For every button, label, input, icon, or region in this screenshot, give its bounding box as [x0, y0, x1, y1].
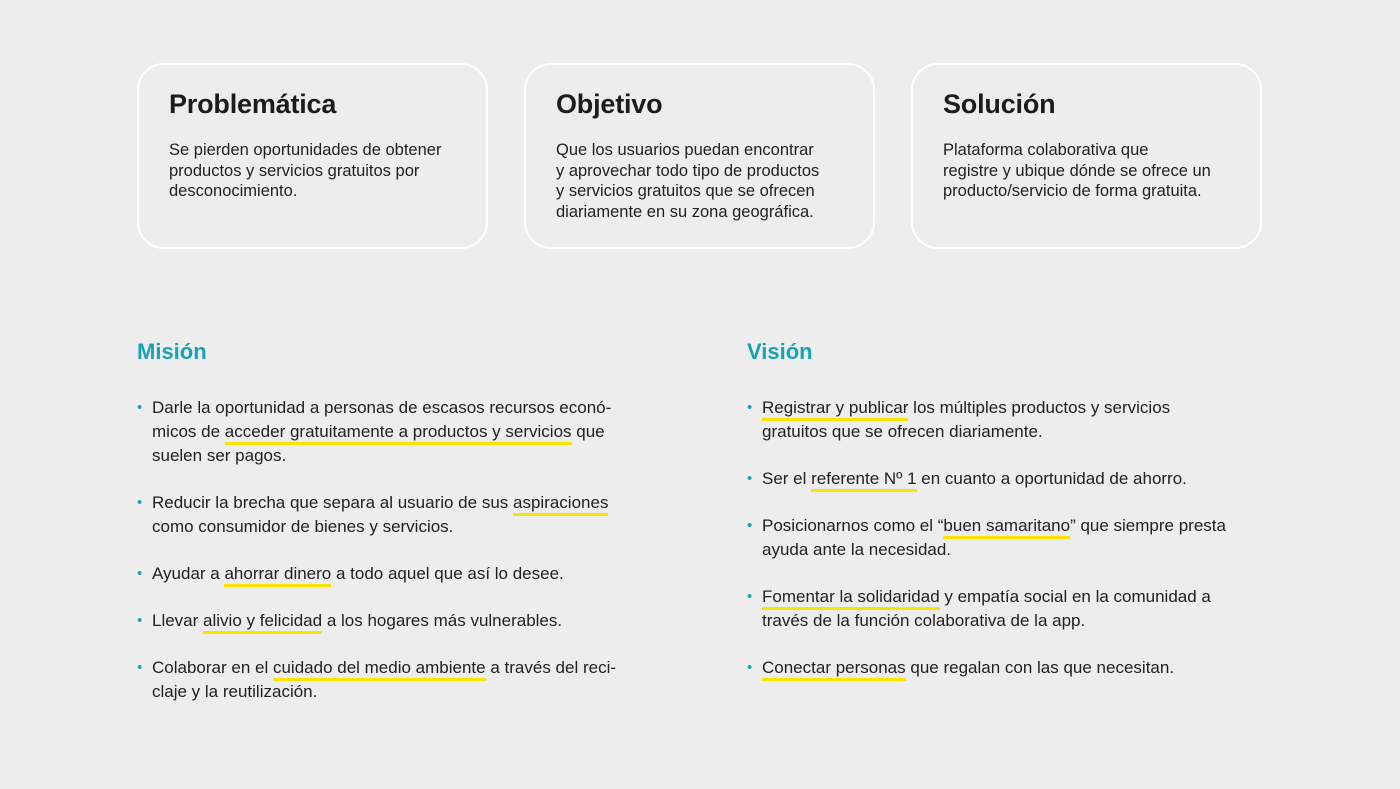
bullet-text: a través del reci-: [485, 658, 617, 677]
highlighted-phrase: Registrar y publicar: [762, 398, 908, 421]
vision-list: [747, 396, 1327, 680]
highlighted-phrase: buen samaritano: [943, 516, 1070, 539]
highlighted-phrase: aspiraciones: [513, 493, 608, 516]
vision-section: [747, 338, 1327, 703]
card-objetivo: [524, 63, 875, 249]
bullet-text: los múltiples productos y servicios: [908, 398, 1171, 417]
card-title: Objetivo: [556, 89, 663, 119]
bullet-text: en cuanto a oportunidad de ahorro.: [916, 469, 1187, 488]
mision-section: [137, 338, 717, 727]
highlighted-phrase: cuidado del medio ambiente: [273, 658, 486, 681]
list-item: [137, 562, 717, 586]
bullet-text: como consumidor de bienes y servicios.: [152, 517, 454, 536]
bullet-text: y empatía social en la comunidad a: [939, 587, 1211, 606]
highlighted-phrase: referente Nº 1: [811, 469, 916, 492]
list-item: [747, 396, 1327, 444]
bullet-text: a los hogares más vulnerables.: [322, 611, 563, 630]
bullet-text: suelen ser pagos.: [152, 446, 287, 465]
bullet-text: Ser el: [762, 469, 812, 488]
bullet-text: ayuda ante la necesidad.: [762, 540, 952, 559]
card-body: Que los usuarios puedan encontrar y aprovechar todo tipo de productos y servicios gratuitos que se ofrecen diariamente en su zona geográfica.: [556, 141, 820, 221]
bullet-text: Colaborar en el: [152, 658, 273, 677]
list-item: [747, 467, 1327, 491]
list-item: [747, 656, 1327, 680]
mision-heading: Misión: [137, 339, 207, 364]
highlighted-phrase: ahorrar dinero: [224, 564, 331, 587]
card-title: Solución: [943, 89, 1056, 119]
highlighted-phrase: acceder gratuitamente a productos y servicios: [225, 422, 572, 445]
highlighted-phrase: alivio y felicidad: [203, 611, 322, 634]
summary-cards: [137, 63, 1262, 249]
bullet-text: que regalan con las que necesitan.: [905, 658, 1175, 677]
bullet-text: claje y la reutilización.: [152, 682, 318, 701]
bullet-text: Ayudar a: [152, 564, 225, 583]
bullet-text: Posicionarnos como el “: [762, 516, 944, 535]
bullet-text: Llevar: [152, 611, 204, 630]
list-item: [747, 514, 1327, 562]
card-body: Se pierden oportunidades de obtener productos y servicios gratuitos por desconocimiento.: [169, 141, 442, 200]
card-problematica: [137, 63, 488, 249]
list-item: [137, 396, 717, 468]
card-body: Plataforma colaborativa que registre y ubique dónde se ofrece un producto/servicio de forma gratuita.: [943, 141, 1211, 200]
bullet-text: través de la función colaborativa de la app.: [762, 611, 1086, 630]
list-item: [137, 491, 717, 539]
bullet-text: gratuitos que se ofrecen diariamente.: [762, 422, 1043, 441]
list-item: [137, 656, 717, 704]
bullet-text: Darle la oportunidad a personas de escasos recursos econó-: [152, 398, 612, 417]
vision-heading: Visión: [747, 339, 813, 364]
list-item: [747, 585, 1327, 633]
bullet-text: ” que siempre presta: [1070, 516, 1226, 535]
mision-list: [137, 396, 717, 704]
card-title: Problemática: [169, 89, 337, 119]
bullet-text: micos de: [152, 422, 225, 441]
highlighted-phrase: Fomentar la solidaridad: [762, 587, 940, 610]
highlighted-phrase: Conectar personas: [762, 658, 906, 681]
bullet-text: Reducir la brecha que separa al usuario de sus: [152, 493, 513, 512]
card-solucion: [911, 63, 1262, 249]
bullet-text: a todo aquel que así lo desee.: [331, 564, 564, 583]
bullet-text: que: [571, 422, 605, 441]
list-item: [137, 609, 717, 633]
